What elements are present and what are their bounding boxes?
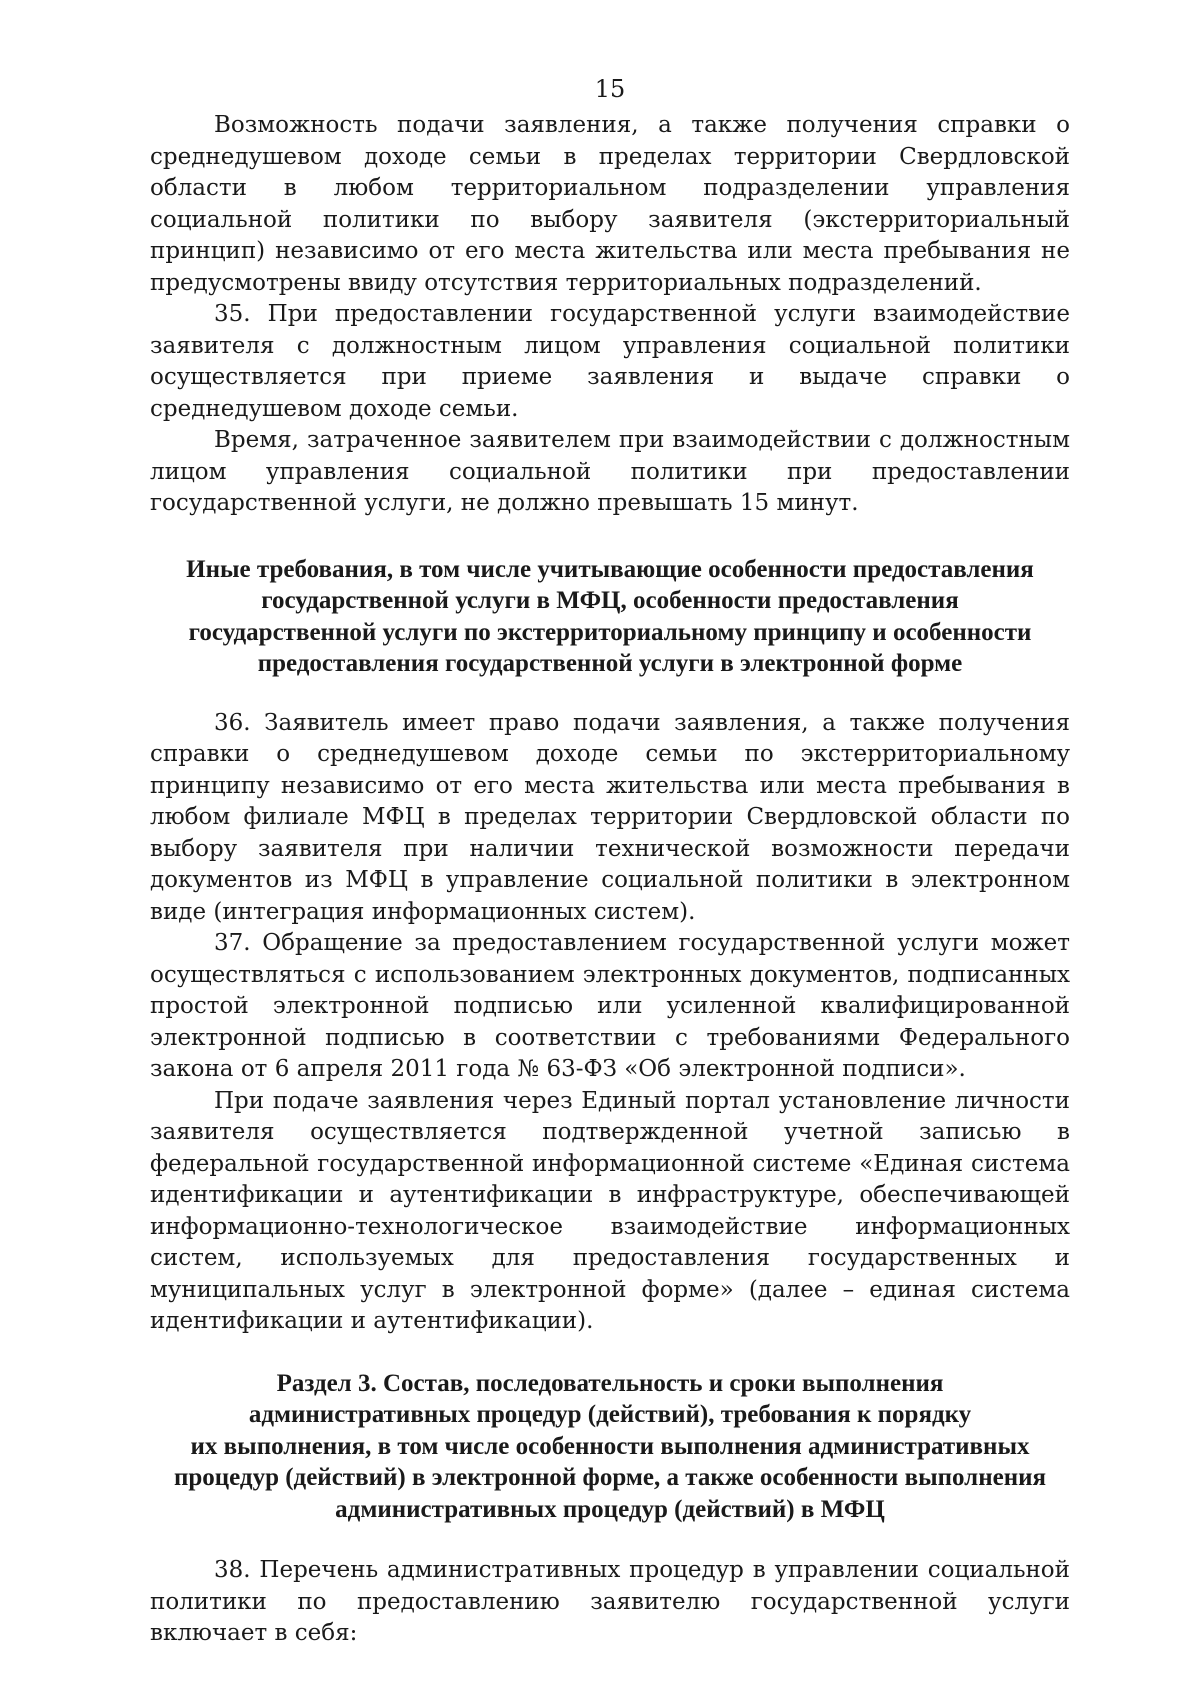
heading-line: Раздел 3. Состав, последовательность и сроки выполнения (276, 1369, 944, 1397)
paragraph-unified-portal-identification: При подаче заявления через Единый портал установление личности заявителя осуществляется подтвержденной учетной записью в федеральной государственной информационной системе «Единая система идентификации и аутентификации в инфраструктуре, обеспечивающей информационно-технологическое взаимодействие информационных систем, используемых для предоставления государственных и муниципальных услуг в электронной форме» (далее – единая система идентификации и аутентификации). (150, 1087, 1070, 1334)
heading-line: государственной услуги по экстерриториальному принципу и особенности (188, 618, 1032, 646)
document-page (150, 72, 1070, 1650)
paragraph-item-37: 37. Обращение за предоставлением государственной услуги может осуществляться с использованием электронных документов, подписанных простой электронной подписью или усиленной квалифицированной электронной подписью в соответствии с требованиями Федерального закона от 6 апреля 2011 года № 63-ФЗ «Об электронной подписи». (150, 930, 1070, 1082)
heading-line: их выполнения, в том числе особенности выполнения административных (190, 1432, 1030, 1460)
heading-line: Иные требования, в том числе учитывающие особенности предоставления (186, 555, 1034, 583)
heading-line: процедур (действий) в электронной форме, а также особенности выполнения (173, 1464, 1047, 1491)
paragraph-waiting-time: Время, затраченное заявителем при взаимодействии с должностным лицом управления социальной политики при предоставлении государственной услуги, не должно превышать 15 минут. (150, 427, 1070, 516)
paragraph-item-35: 35. При предоставлении государственной услуги взаимодействие заявителя с должностным лицом управления социальной политики осуществляется при приеме заявления и выдаче справки о среднедушевом доходе семьи. (150, 301, 1070, 422)
heading-line: административных процедур (действий) в МФЦ (335, 1495, 885, 1523)
spacer (150, 520, 1070, 554)
spacer (150, 1338, 1070, 1368)
heading-line: государственной услуги в МФЦ, особенности предоставления (261, 587, 959, 614)
page-number: 15 (594, 75, 626, 103)
spacer (150, 1525, 1070, 1555)
heading-line: административных процедур (действий), требования к порядку (248, 1401, 972, 1428)
heading-line: предоставления государственной услуги в электронной форме (257, 650, 963, 677)
section-heading-section-3 (150, 1368, 1070, 1526)
paragraph-extraterritorial-not-provided: Возможность подачи заявления, а также получения справки о среднедушевом доходе семьи в пределах территории Свердловской области в любом территориальном подразделении управления социальной политики по выбору заявителя (экстерриториальный принцип) независимо от его места жительства или места пребывания не предусмотрены ввиду отсутствия территориальных подразделений. (150, 112, 1070, 296)
section-heading-other-requirements (150, 554, 1070, 680)
paragraph-item-36: 36. Заявитель имеет право подачи заявления, а также получения справки о среднедушевом доходе семьи по экстерриториальному принципу независимо от его места жительства или места пребывания в любом филиале МФЦ в пределах территории Свердловской области по выбору заявителя при наличии технической возможности передачи документов из МФЦ в управление социальной политики в электронном виде (интеграция информационных систем). (150, 709, 1070, 925)
spacer (150, 680, 1070, 708)
paragraph-item-38: 38. Перечень административных процедур в управлении социальной политики по предоставлению заявителю государственной услуги включает в себя: (150, 1557, 1070, 1646)
